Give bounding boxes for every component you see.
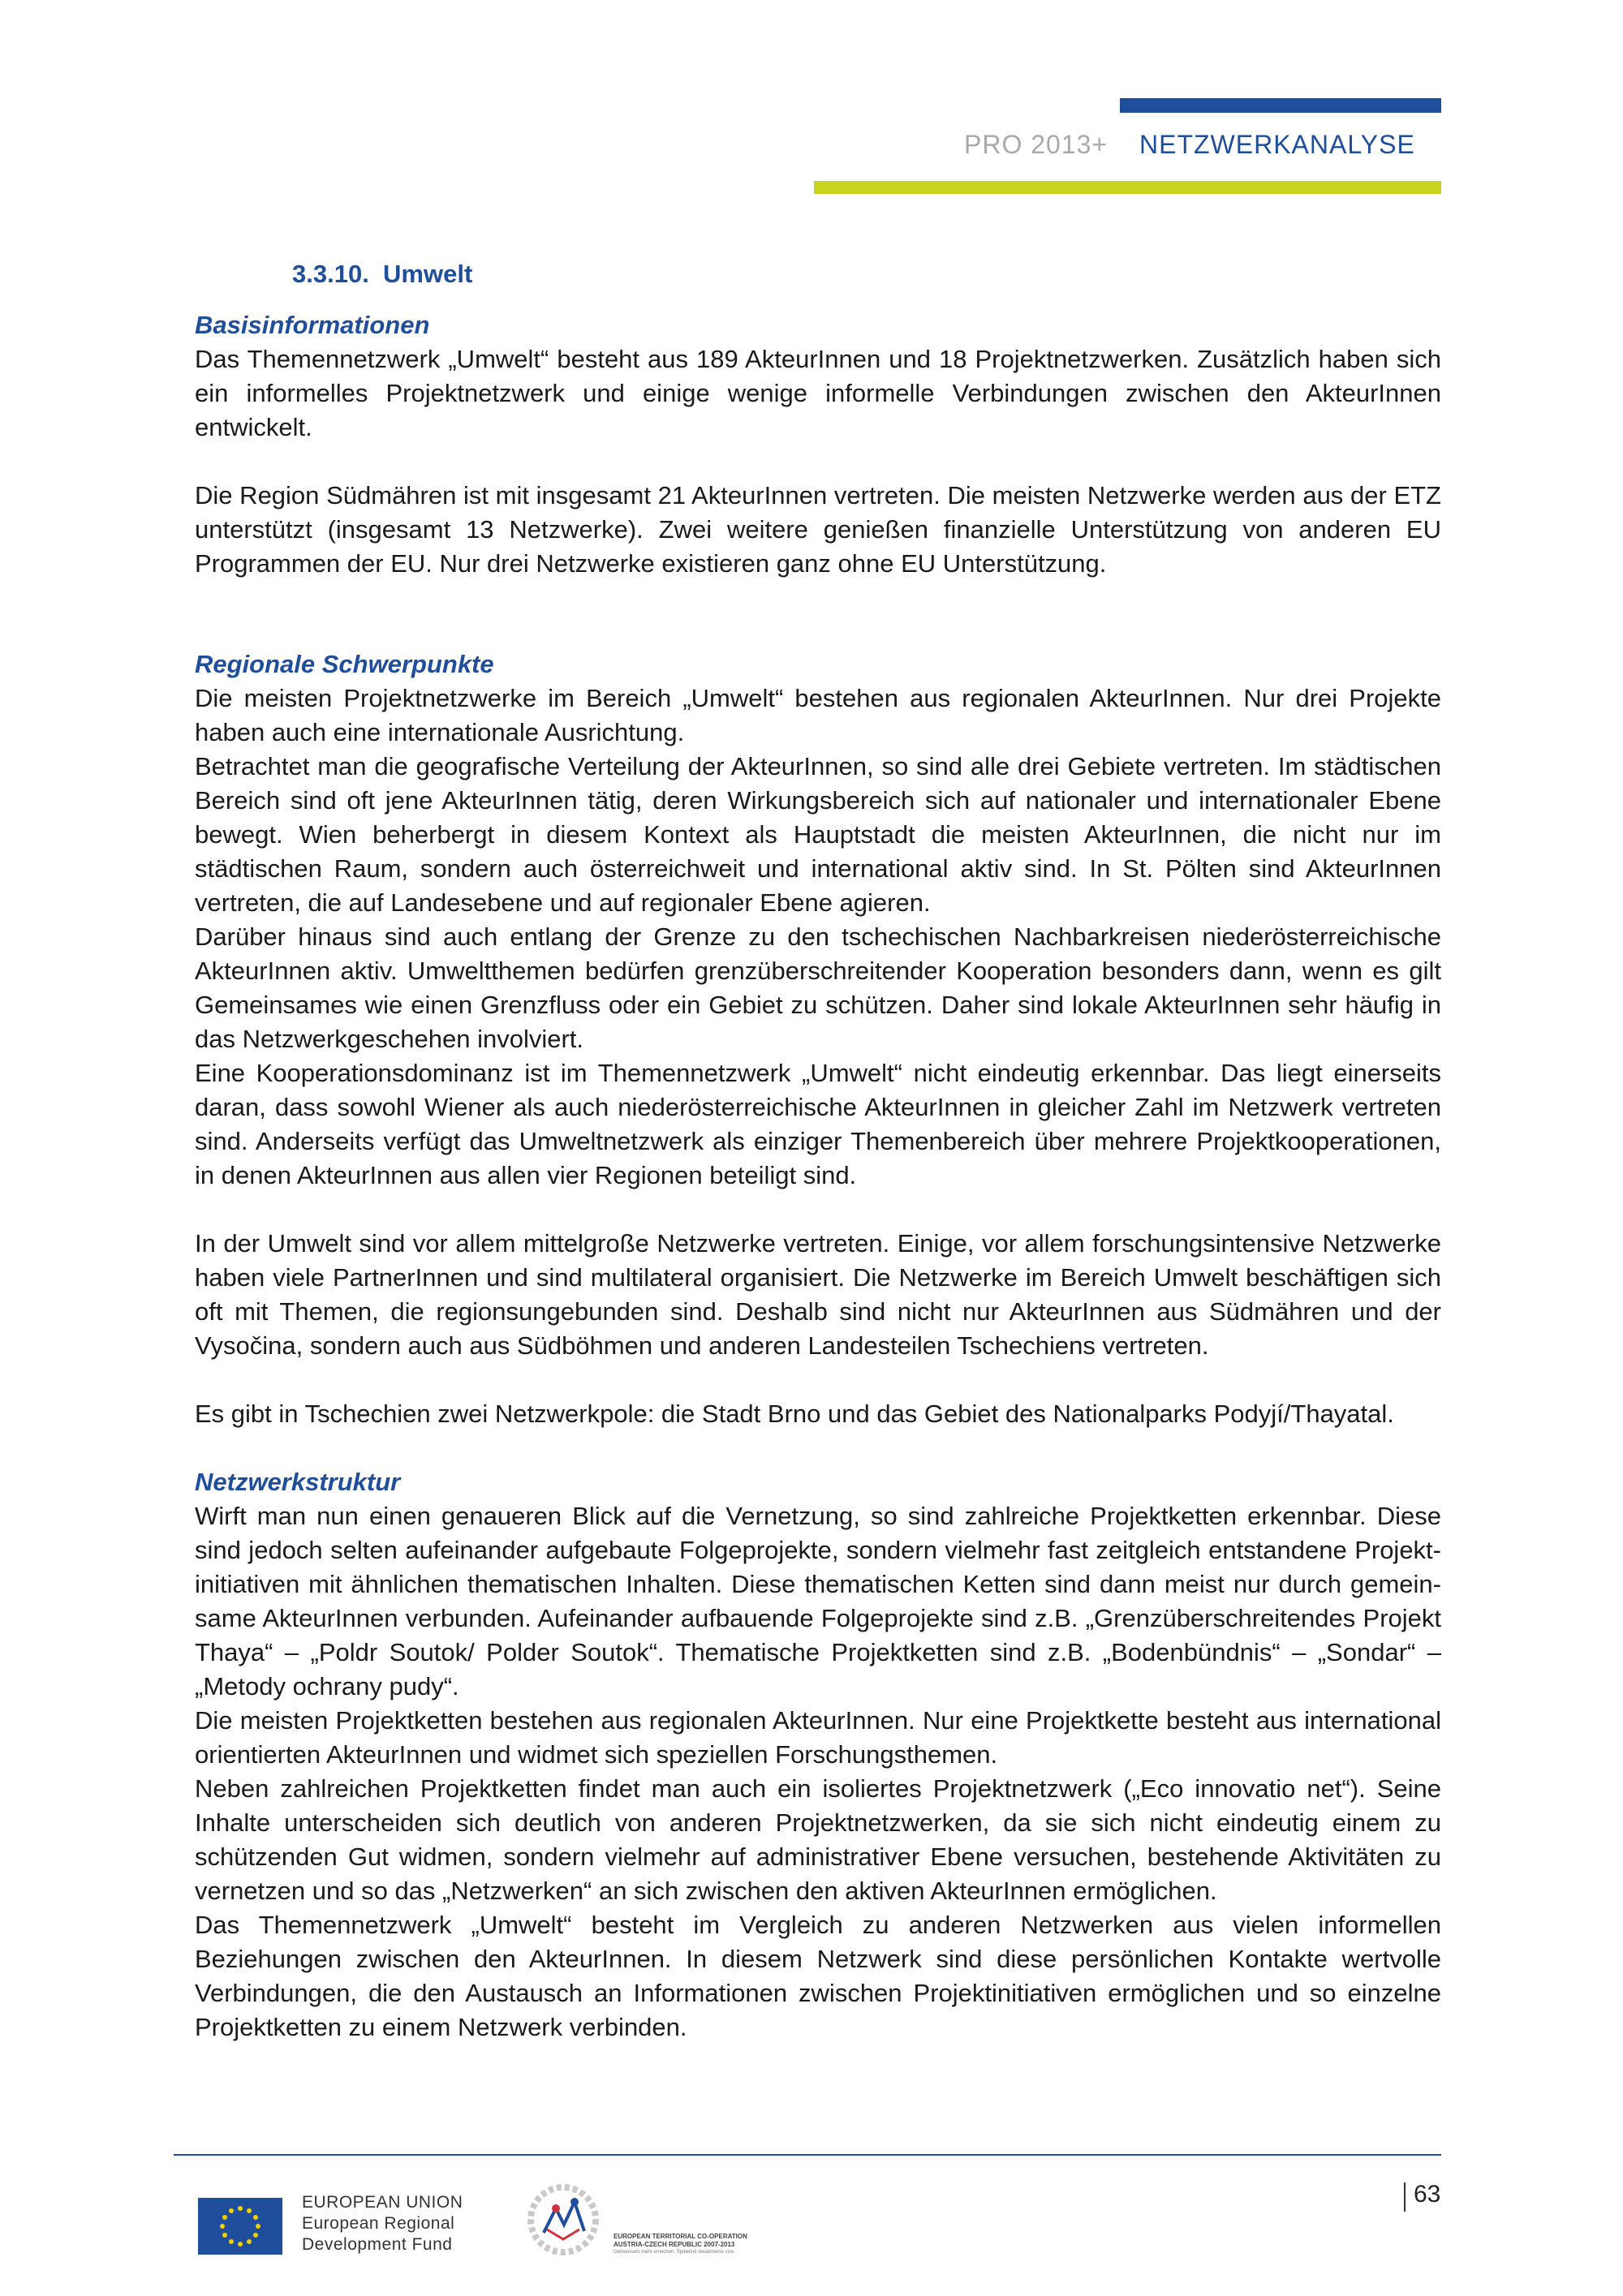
paragraph: Die Region Südmähren ist mit insgesamt 21 AkteurInnen vertreten. Die meisten Netzwerke werden aus der ETZ unterstützt (insgesamt 13 Netzwerke). Zwei weitere genießen finanzielle Unterstützung von anderen EU Programmen der EU. Nur drei Netzwerke existieren ganz ohne EU Unterstützung. xyxy=(195,481,1441,578)
header-green-bar xyxy=(814,181,1441,194)
header-title: NETZWERKANALYSE xyxy=(1139,130,1415,159)
etc-slogan: Gemeinsam mehr erreichen. Společně dosáhneme více. xyxy=(613,2250,736,2255)
paragraph: Das Themennetzwerk „Umwelt“ besteht im Vergleich zu anderen Netzwerken aus vielen informellen Beziehungen zwischen den AkteurInnen. In diesem Netzwerk sind diese persönlichen Kontakte wertvolle Verbindungen, die den Austausch an Informationen zwischen Projektinitiativen ermöglichen und so einzelne Projektketten zu einem Netzwerk verbinden. xyxy=(195,1911,1441,2041)
heading-netzwerkstruktur: Netzwerkstruktur xyxy=(195,1468,401,1496)
page-number-separator xyxy=(1404,2182,1406,2212)
paragraph: Darüber hinaus sind auch entlang der Grenze zu den tschechischen Nachbarkreisen niederösterreichische AkteurInnen aktiv. Umweltthemen bedürfen grenzüberschreitender Kooperation besonders dann, wenn es gilt Gemeinsames wie einen Grenzfluss oder ein Gebiet zu schützen. Daher sind lokale AkteurInnen sehr häufig in das Netzwerkgeschehen involviert. xyxy=(195,922,1441,1053)
etc-label-line: AUSTRIA-CZECH REPUBLIC 2007-2013 xyxy=(613,2241,735,2248)
section-number: 3.3.10. xyxy=(292,260,369,288)
etc-program-logo-icon xyxy=(519,2176,607,2264)
paragraph: Wirft man nun einen genaueren Blick auf die Vernetzung, so sind zahlreiche Projektketten erkennbar. Diese sind jedoch selten aufeinander aufgebaute Folgeprojekte, sondern vielmehr fast zeitgleich entstandene Projekt-initiativen mit ähnlichen thematischen Inhalten. Diese thematischen Ketten sind dann meist nur durch gemein-same AkteurInnen verbunden. Aufeinander aufbauende Folgeprojekte sind z.B. „Grenzüberschreitendes Projekt Thaya“ – „Poldr Soutok/ Polder Soutok“. Thematische Projektketten sind z.B. „Bodenbündnis“ – „Sondar“ – „Metody ochrany pudy“. xyxy=(195,1502,1441,1701)
paragraph: Neben zahlreichen Projektketten findet man auch ein isoliertes Projektnetzwerk („Eco innovatio net“). Seine Inhalte unterscheiden sich deutlich von anderen Projektnetzwerken, da sie sich nicht eindeutig einem zu schützenden Gut widmen, sondern vielmehr auf administrativer Ebene versuchen, bestehende Aktivitäten zu vernetzen und so das „Netzwerken“ an sich zwischen den aktiven AkteurInnen ermöglichen. xyxy=(195,1774,1441,1905)
paragraph: Die meisten Projektnetzwerke im Bereich „Umwelt“ bestehen aus regionalen AkteurInnen. Nur drei Projekte haben auch eine internationale Ausrichtung. xyxy=(195,684,1441,746)
paragraph: Eine Kooperationsdominanz ist im Themennetzwerk „Umwelt“ nicht eindeutig erkennbar. Das liegt einerseits daran, dass sowohl Wiener als auch niederösterreichische AkteurInnen in gleicher Zahl im Netzwerk vertreten sind. Anderseits verfügt das Umweltnetzwerk als einziger Themenbereich über mehrere Projektkooperationen, in denen AkteurInnen aus allen vier Regionen beteiligt sind. xyxy=(195,1059,1441,1189)
section-title xyxy=(292,260,1441,308)
paragraph: Betrachtet man die geografische Verteilung der AkteurInnen, so sind alle drei Gebiete vertreten. Im städtischen Bereich sind oft jene AkteurInnen tätig, deren Wirkungsbereich sich auf nationaler und internationaler Ebene bewegt. Wien beherbergt in diesem Kontext als Hauptstadt die meisten AkteurInnen, die nicht nur im städtischen Raum, sondern auch österreichweit und international aktiv sind. In St. Pölten sind AkteurInnen vertreten, die auf Landesebene und auf regionaler Ebene agieren. xyxy=(195,752,1441,917)
eu-label-line: European Regional xyxy=(302,2214,455,2233)
footer-rule xyxy=(174,2154,1441,2156)
section-name: Umwelt xyxy=(383,260,473,288)
page-content xyxy=(195,243,1441,2044)
paragraph: In der Umwelt sind vor allem mittelgroße Netzwerke vertreten. Einige, vor allem forschungsintensive Netzwerke haben viele PartnerInnen und sind multilateral organisiert. Die Netzwerke im Bereich Umwelt beschäftigen sich oft mit Themen, die regionsungebunden sind. Deshalb sind nicht nur AkteurInnen aus Südmähren und der Vysočina, sondern auch aus Südböhmen und anderen Landesteilen Tschechiens vertreten. xyxy=(195,1229,1441,1360)
eu-flag-icon xyxy=(198,2198,282,2255)
eu-label-line: EUROPEAN UNION xyxy=(302,2193,463,2212)
page-number: 63 xyxy=(1414,2181,1441,2208)
etc-program-label xyxy=(613,2233,776,2255)
header-series: PRO 2013+ xyxy=(964,130,1109,159)
heading-regionale-schwerpunkte: Regionale Schwerpunkte xyxy=(195,650,494,678)
paragraph: Die meisten Projektketten bestehen aus regionalen AkteurInnen. Nur eine Projektkette besteht aus international orientierten AkteurInnen und widmet sich speziellen Forschungsthemen. xyxy=(195,1706,1441,1769)
eu-fund-label xyxy=(302,2192,463,2255)
eu-label-line: Development Fund xyxy=(302,2235,453,2254)
paragraph: Es gibt in Tschechien zwei Netzwerkpole: die Stadt Brno und das Gebiet des Nationalparks Podyjí/Thayatal. xyxy=(195,1400,1394,1428)
header-blue-bar xyxy=(1120,98,1441,113)
etc-label-line: EUROPEAN TERRITORIAL CO-OPERATION xyxy=(613,2233,747,2240)
paragraph: Das Themennetzwerk „Umwelt“ besteht aus 189 AkteurInnen und 18 Projektnetzwerken. Zusätzlich haben sich ein informelles Projektnetzwerk und einige wenige informelle Verbindungen zwischen den AkteurInnen entwickelt. xyxy=(195,345,1441,441)
heading-basisinformationen: Basisinformationen xyxy=(195,311,430,339)
eu-stars-icon xyxy=(198,2198,282,2255)
